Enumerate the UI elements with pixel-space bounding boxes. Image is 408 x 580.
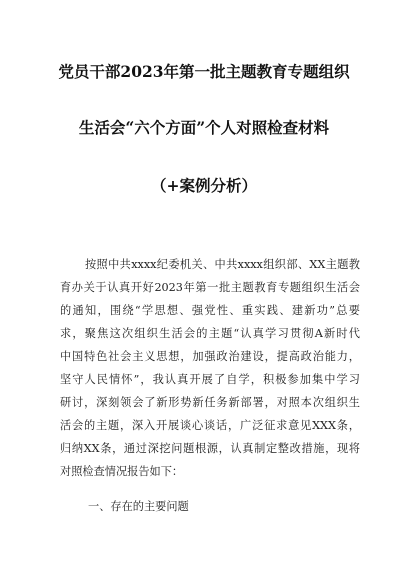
paragraph-line-9: 归纳XX条，通过深挖问题根源，认真制定整改措施，现将: [60, 442, 360, 455]
paragraph-line-8: 活会的主题，深入开展谈心谈话，广泛征求意见XXX条，: [60, 419, 360, 432]
document-title-line-1: 党员干部2023年第一批主题教育专题组织: [58, 62, 350, 81]
document-title-line-2: 生活会“六个方面”个人对照检查材料: [78, 118, 330, 137]
paragraph-line-4: 求，聚焦这次组织生活会的主题“认真学习贯彻A新时代: [60, 327, 360, 340]
paragraph-line-7: 研讨，深刻领会了新形势新任务新部署，对照本次组织生: [60, 396, 360, 409]
paragraph-line-2: 育办关于认真开好2023年第一批主题教育专题组织生活会: [60, 281, 360, 294]
document-subtitle: （+案例分析）: [151, 176, 257, 195]
paragraph-line-3: 的通知，围绕“学思想、强党性、重实践、建新功”总要: [60, 304, 360, 317]
section-heading: 一、存在的主要问题: [88, 500, 189, 513]
paragraph-line-1: 按照中共xxxx纪委机关、中共xxxx组织部、XX主题教: [85, 258, 360, 271]
paragraph-line-5: 中国特色社会主义思想，加强政治建设，提高政治能力，: [60, 350, 360, 363]
paragraph-line-6: 坚守人民情怀”，我认真开展了自学，积极参加集中学习: [60, 373, 360, 386]
paragraph-line-10: 对照检查情况报告如下：: [60, 465, 184, 478]
